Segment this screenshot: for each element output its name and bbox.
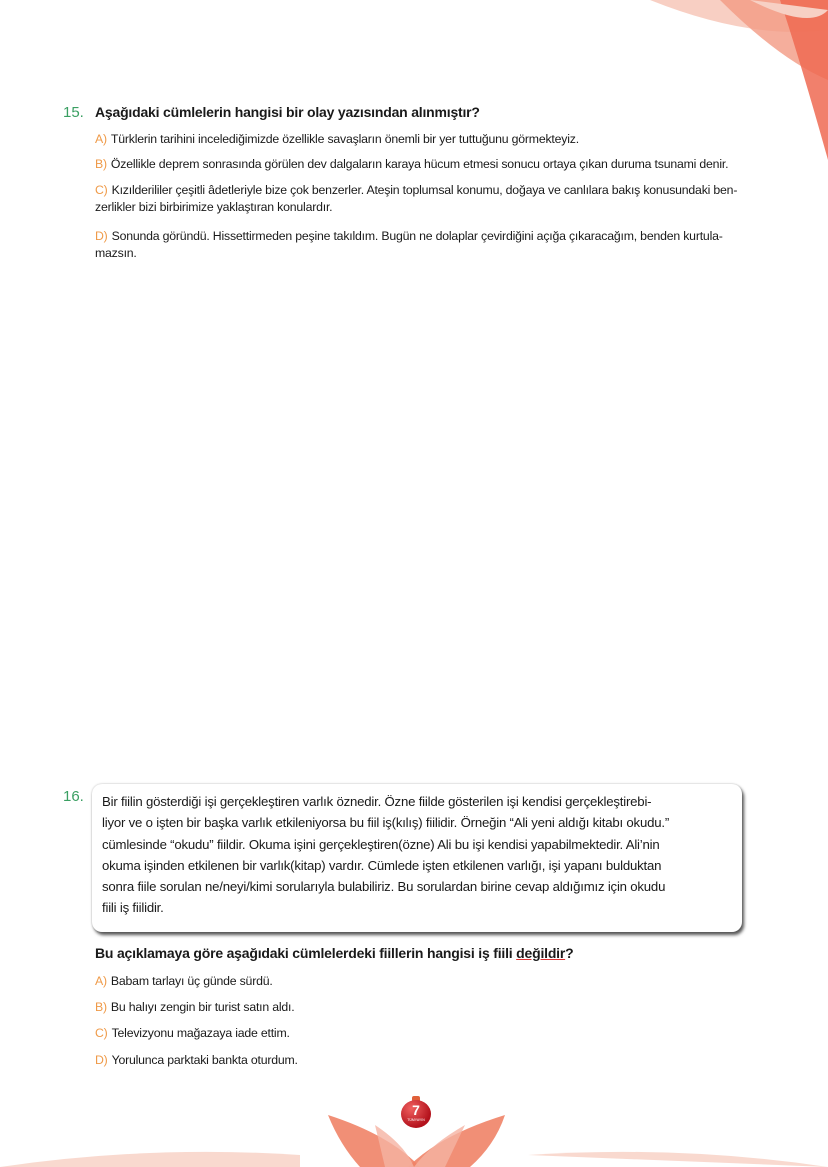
option-text: Televizyonu mağazaya iade ettim. (111, 1026, 290, 1040)
q15-option-d[interactable] (95, 228, 785, 262)
passage-line: Bir fiilin gösterdiği işi gerçekleştiren varlık öznedir. Özne fiilde gösterilen işi kendisi gerçekleştirebi- (102, 794, 652, 809)
q15-option-b[interactable] (95, 156, 728, 173)
option-text: Bu halıyı zengin bir turist satın aldı. (110, 1000, 295, 1014)
q16-option-c[interactable] (95, 1025, 290, 1042)
question-16-stem (95, 945, 573, 961)
pomegranate-logo (399, 1096, 433, 1130)
option-text: Yorulunca parktaki bankta oturdum. (111, 1053, 298, 1067)
option-letter: D) (95, 229, 108, 243)
stem-text: Bu açıklamaya göre aşağıdaki cümlelerdeki fiillerin hangisi iş fiili (95, 945, 517, 961)
option-text-cont: mazsın. (95, 246, 137, 260)
option-letter: D) (95, 1053, 108, 1067)
option-text: Babam tarlayı üç günde sürdü. (110, 974, 273, 988)
option-text: Türklerin tarihini incelediğimizde özellikle savaşların önemli bir yer tuttuğunu görmekteyiz. (110, 132, 579, 146)
option-letter: A) (95, 974, 107, 988)
option-text-cont: zerlikler bizi birbirimize yaklaştıran konulardır. (95, 200, 333, 214)
q16-option-d[interactable] (95, 1052, 298, 1069)
q15-option-a[interactable] (95, 131, 579, 148)
option-letter: C) (95, 1026, 108, 1040)
stem-end: ? (565, 945, 574, 961)
passage-box (92, 784, 742, 932)
option-text: Sonunda göründü. Hissettirmeden peşine takıldım. Bugün ne dolaplar çevirdiğini açığa çıkaracağım, benden kurtula- (111, 229, 723, 243)
passage-line: fiili iş fiilidir. (102, 900, 164, 916)
option-letter: A) (95, 132, 107, 146)
q16-option-a[interactable] (95, 973, 273, 990)
q16-option-b[interactable] (95, 999, 295, 1016)
option-letter: C) (95, 183, 108, 197)
passage-line: cümlesinde “okudu” fiildir. Okuma işini gerçekleştiren(özne) Ali bu işi kendisi yapabilmektedir. Ali’nin (102, 836, 660, 852)
q15-option-c[interactable] (95, 182, 785, 216)
passage-line: okuma işinden etkilenen bir varlık(kitap) vardır. Cümlede işten etkilenen varlığı, işi yapanı bulduktan (102, 857, 662, 873)
passage-line: sonra fiile sorulan ne/neyi/kimi sorularıyla bulabiliriz. Bu sorulardan birine cevap aldığımız için okudu (102, 879, 666, 895)
question-16-number: 16. (63, 788, 84, 805)
option-text: Kızılderililer çeşitli âdetleriyle bize çok benzerler. Ateşin toplumsal konumu, doğaya ve canlılara bakış konusundaki ben- (111, 183, 738, 197)
passage-line: liyor ve o işten bir başka varlık etkileniyorsa bu fiil iş(kılış) fiilidir. Örneğin “Ali yeni aldığı kitabı okudu.” (102, 815, 670, 831)
logo-number: 7 (412, 1102, 420, 1118)
question-15-title: Aşağıdaki cümlelerin hangisi bir olay yazısından alınmıştır? (95, 104, 480, 120)
logo-text: TÜMYAYIN (407, 1118, 425, 1122)
option-text: Özellikle deprem sonrasında görülen dev dalgaların karaya hücum etmesi sonucu ortaya çıkan duruma tsunami denir. (110, 157, 729, 171)
stem-emphasis: değildir (516, 945, 566, 961)
petal-decoration-top (630, 0, 828, 160)
option-letter: B) (95, 157, 107, 171)
option-letter: B) (95, 1000, 107, 1014)
question-15-number: 15. (63, 104, 84, 121)
